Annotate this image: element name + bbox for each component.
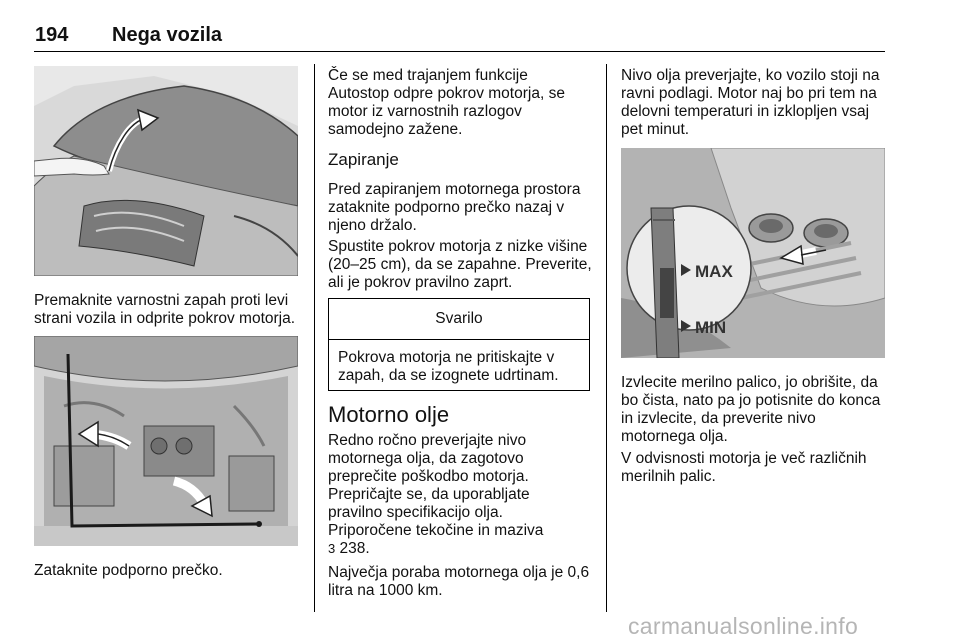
closing-paragraph-1: Pred zapiranjem motornega prostora zataknite podporno prečko nazaj v njeno držalo. [328, 181, 581, 234]
oil-consumption-paragraph: Največja poraba motornega olja je 0,6 litra na 1000 km. [328, 564, 590, 599]
autostop-paragraph: Če se med trajanjem funkcije Autostop odpre pokrov motorja, se motor iz varnostnih razlogov samodejno zažene. [328, 67, 565, 138]
page-reference-link[interactable]: 238. [339, 540, 370, 557]
heading-closing: Zapiranje [328, 150, 399, 169]
dipstick-paragraph: Izvlecite merilno palico, jo obrišite, da bo čista, nato pa jo potisnite do konca in izvlecite, da preverite nivo motornega olja. [621, 374, 881, 445]
heading-engine-oil: Motorno olje [328, 402, 450, 427]
header-rule [34, 51, 885, 52]
page-number: 194 [35, 24, 69, 46]
caption-open-hood: Premaknite varnostni zapah proti levi strani vozila in odprite pokrov motorja. [34, 292, 296, 327]
column-divider-2 [606, 64, 607, 612]
dipstick-variants-paragraph: V odvisnosti motorja je več različnih merilnih palic. [621, 450, 867, 485]
support-rod-illustration [34, 336, 298, 546]
dipstick-drawing [621, 148, 885, 358]
dipstick-illustration [621, 148, 885, 358]
closing-paragraph-2: Spustite pokrov motorja z nizke višine (20–25 cm), da se zapahne. Preverite, ali je pokrov pravilno zaprt. [328, 238, 592, 291]
warning-title: Svarilo [329, 299, 589, 340]
warning-text: Pokrova motorja ne pritiskajte v zapah, da se izognete udrtinam. [338, 349, 559, 384]
page-reference-icon: 3 [328, 541, 336, 556]
hood-latch-drawing [34, 66, 298, 276]
warning-box [328, 298, 590, 391]
dipstick-min-label: MIN [695, 318, 727, 337]
oil-level-paragraph: Nivo olja preverjajte, ko vozilo stoji na ravni podlagi. Motor naj bo pri tem na delovni temperaturi in izklopljen vsaj pet minut. [621, 67, 880, 138]
dipstick-max-label: MAX [695, 262, 733, 281]
column-divider-1 [314, 64, 315, 612]
hood-latch-illustration [34, 66, 298, 276]
oil-paragraph-1: Redno ročno preverjajte nivo motornega olja, da zagotovo preprečite poškodbo motorja. Prepričajte se, da uporabljate pravilno specifikacijo olja. [328, 432, 530, 521]
page-title: Nega vozila [112, 24, 223, 46]
oil-reference [328, 540, 590, 558]
oil-reference-text: Priporočene tekočine in maziva [328, 522, 544, 539]
watermark: carmanualsonline.info [628, 613, 859, 639]
caption-support-rod: Zataknite podporno prečko. [34, 562, 223, 579]
support-rod-drawing [34, 336, 298, 546]
